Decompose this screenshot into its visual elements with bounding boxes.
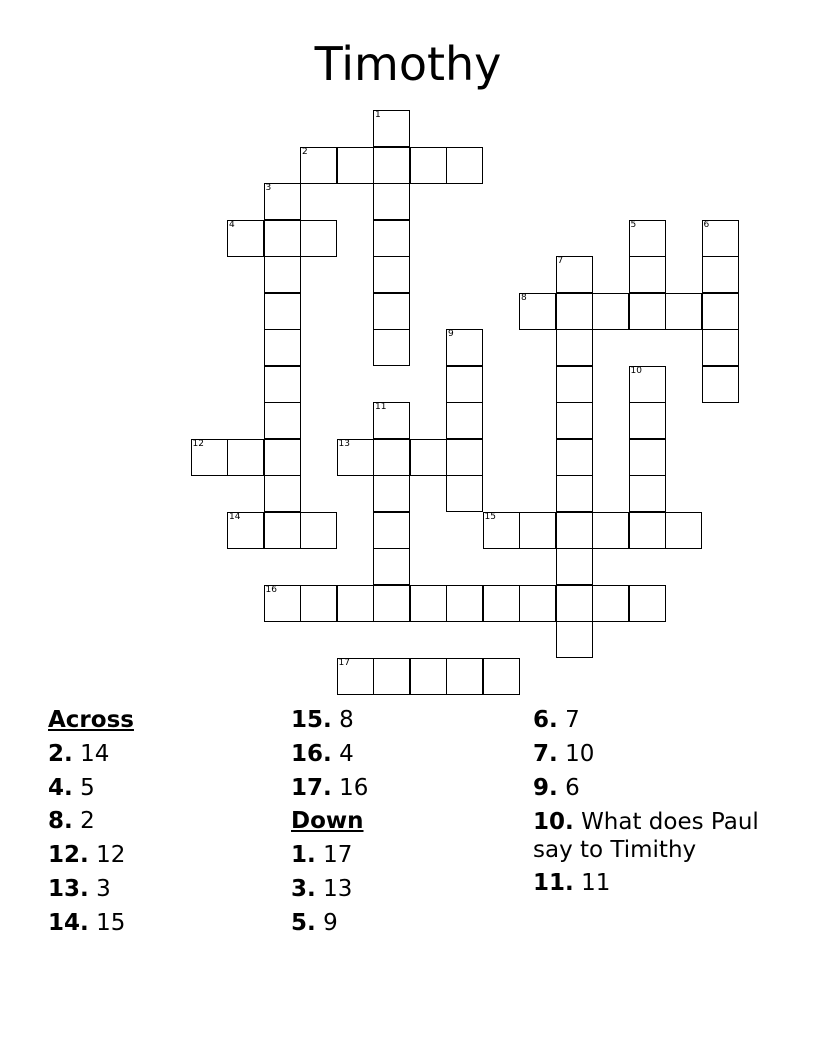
grid-cell[interactable]	[629, 256, 666, 293]
clue-item	[291, 873, 521, 907]
clue-number: 15.	[291, 707, 332, 733]
grid-cell[interactable]	[264, 512, 301, 549]
clue-number: 17.	[291, 774, 332, 801]
cell-number: 4	[229, 219, 235, 230]
clue-text: 11	[581, 870, 611, 897]
clue-number: 3.	[291, 875, 316, 902]
grid-cell[interactable]	[300, 512, 337, 549]
down-heading: Down	[291, 808, 364, 835]
cell-number: 13	[338, 438, 350, 449]
grid-cell[interactable]	[264, 220, 301, 257]
grid-cell[interactable]	[373, 402, 410, 439]
clue-item	[48, 738, 278, 772]
grid-cell[interactable]	[337, 585, 374, 622]
grid-cell[interactable]	[702, 366, 739, 403]
clue-text: 6	[565, 774, 580, 801]
grid-cell[interactable]	[556, 366, 593, 403]
clues-column-1	[48, 704, 278, 941]
grid-cell[interactable]	[446, 147, 483, 184]
grid-cell[interactable]	[556, 439, 593, 476]
grid-cell[interactable]	[264, 256, 301, 293]
grid-cell[interactable]	[337, 439, 374, 476]
grid-cell[interactable]	[373, 183, 410, 220]
clue-item	[48, 772, 278, 806]
clue-number: 7.	[533, 740, 558, 767]
clue-number: 11.	[533, 870, 574, 897]
clue-number: 9.	[533, 774, 558, 801]
clue-text: 10	[565, 740, 595, 767]
cell-number: 2	[302, 146, 308, 157]
grid-cell[interactable]	[373, 548, 410, 585]
grid-cell[interactable]	[373, 147, 410, 184]
grid-cell[interactable]	[410, 439, 447, 476]
grid-cell[interactable]	[300, 585, 337, 622]
grid-cell[interactable]	[300, 147, 337, 184]
grid-cell[interactable]	[373, 512, 410, 549]
grid-cell[interactable]	[556, 402, 593, 439]
clue-number: 2.	[48, 740, 73, 767]
clue-number: 16.	[291, 740, 332, 767]
cell-number: 3	[265, 183, 272, 193]
cell-number: 15	[484, 511, 496, 522]
clue-item	[48, 873, 278, 907]
grid-cell[interactable]	[410, 147, 447, 184]
grid-cell[interactable]	[556, 475, 593, 512]
grid-cell[interactable]	[337, 658, 374, 695]
grid-cell[interactable]	[702, 256, 739, 293]
clue-item	[48, 839, 278, 873]
grid-cell[interactable]	[264, 402, 301, 439]
grid-cell[interactable]	[337, 147, 374, 184]
grid-cell[interactable]	[483, 585, 520, 622]
grid-cell[interactable]	[264, 183, 301, 220]
grid-cell[interactable]	[373, 220, 410, 257]
cell-number: 8	[521, 292, 527, 303]
grid-cell[interactable]	[446, 439, 483, 476]
clue-item	[533, 704, 803, 738]
clue-text: 13	[323, 875, 353, 902]
clue-text: 5	[80, 774, 95, 801]
grid-cell[interactable]	[629, 475, 666, 512]
grid-cell[interactable]	[556, 293, 593, 330]
clue-number: 12.	[48, 842, 89, 869]
clue-number: 14.	[48, 909, 89, 936]
clue-text: 4	[339, 740, 354, 767]
cell-number: 9	[448, 329, 454, 339]
grid-cell[interactable]	[373, 475, 410, 512]
grid-cell[interactable]	[410, 585, 447, 622]
grid-cell[interactable]	[665, 512, 702, 549]
grid-cell[interactable]	[264, 439, 301, 476]
clue-text: 14	[80, 740, 110, 767]
clue-text: 8	[339, 707, 354, 733]
grid-cell[interactable]	[373, 293, 410, 330]
grid-cell[interactable]	[227, 439, 264, 476]
cell-number: 16	[265, 584, 277, 595]
grid-cell[interactable]	[629, 512, 666, 549]
grid-cell[interactable]	[556, 256, 593, 293]
clue-number: 4.	[48, 774, 73, 801]
grid-cell[interactable]	[629, 585, 666, 622]
grid-cell[interactable]	[264, 293, 301, 330]
grid-cell[interactable]	[373, 585, 410, 622]
grid-cell[interactable]	[373, 256, 410, 293]
cell-number: 11	[375, 402, 387, 412]
grid-cell[interactable]	[373, 658, 410, 695]
grid-cell[interactable]	[446, 366, 483, 403]
grid-cell[interactable]	[300, 220, 337, 257]
grid-cell[interactable]	[264, 329, 301, 366]
clue-item	[48, 805, 278, 839]
clue-item	[48, 907, 278, 941]
clue-number: 5.	[291, 909, 316, 936]
clue-text: 9	[323, 909, 338, 936]
grid-cell[interactable]	[227, 220, 264, 257]
grid-cell[interactable]	[556, 585, 593, 622]
grid-cell[interactable]	[629, 402, 666, 439]
clue-item	[533, 738, 803, 772]
clue-item	[291, 839, 521, 873]
clues-column-3	[533, 704, 803, 901]
grid-cell[interactable]	[665, 293, 702, 330]
clue-number: 8.	[48, 808, 73, 835]
grid-cell[interactable]	[264, 475, 301, 512]
grid-cell[interactable]	[227, 512, 264, 549]
grid-cell[interactable]	[629, 366, 666, 403]
grid-cell[interactable]	[592, 512, 629, 549]
grid-cell[interactable]	[519, 512, 556, 549]
grid-cell[interactable]	[483, 658, 520, 695]
grid-cell[interactable]	[191, 439, 228, 476]
cell-number: 5	[630, 219, 637, 230]
clue-text: 17	[323, 842, 353, 869]
clue-item	[291, 907, 521, 941]
grid-cell[interactable]	[629, 293, 666, 330]
clue-text: 3	[96, 875, 111, 902]
clue-item	[291, 772, 521, 806]
puzzle-title: Timothy	[314, 37, 502, 91]
grid-cell[interactable]	[592, 585, 629, 622]
clue-number: 13.	[48, 875, 89, 902]
grid-cell[interactable]	[629, 220, 666, 257]
grid-cell[interactable]	[446, 402, 483, 439]
cell-number: 6	[703, 219, 710, 230]
clue-text: 2	[80, 808, 95, 835]
grid-cell[interactable]	[519, 585, 556, 622]
grid-cell[interactable]	[373, 439, 410, 476]
grid-cell[interactable]	[446, 658, 483, 695]
across-heading: Across	[48, 707, 134, 733]
grid-cell[interactable]	[556, 621, 593, 658]
cell-number: 12	[192, 438, 204, 449]
grid-cell[interactable]	[483, 512, 520, 549]
grid-cell[interactable]	[702, 329, 739, 366]
grid-cell[interactable]	[702, 293, 739, 330]
grid-cell[interactable]	[373, 329, 410, 366]
cell-number: 17	[338, 657, 350, 668]
grid-cell[interactable]	[556, 548, 593, 585]
grid-cell[interactable]	[702, 220, 739, 257]
grid-cell[interactable]	[446, 475, 483, 512]
clue-text: 16	[339, 774, 369, 801]
grid-cell[interactable]	[592, 293, 629, 330]
cell-number: 1	[375, 110, 381, 120]
clues-column-2	[291, 704, 521, 941]
clue-text: 15	[96, 909, 126, 936]
grid-cell[interactable]	[519, 293, 556, 330]
grid-cell[interactable]	[556, 329, 593, 366]
grid-cell[interactable]	[410, 658, 447, 695]
cell-number: 14	[229, 511, 241, 522]
grid-cell[interactable]	[264, 585, 301, 622]
grid-cell[interactable]	[373, 110, 410, 147]
clue-number: 10.	[533, 809, 574, 836]
clue-item	[533, 867, 803, 901]
clue-item	[533, 805, 803, 867]
clue-text: 12	[96, 842, 126, 869]
clue-text: 7	[565, 707, 580, 733]
grid-cell[interactable]	[446, 585, 483, 622]
grid-cell[interactable]	[629, 439, 666, 476]
clue-text: What does Paul say to Timithy	[533, 809, 759, 864]
clue-number: 1.	[291, 842, 316, 869]
grid-cell[interactable]	[446, 329, 483, 366]
grid-cell[interactable]	[264, 366, 301, 403]
clue-item	[291, 704, 521, 738]
clue-number: 6.	[533, 707, 558, 733]
clue-item	[533, 772, 803, 806]
clue-item	[291, 738, 521, 772]
grid-cell[interactable]	[556, 512, 593, 549]
cell-number: 7	[557, 256, 564, 266]
cell-number: 10	[630, 365, 642, 376]
